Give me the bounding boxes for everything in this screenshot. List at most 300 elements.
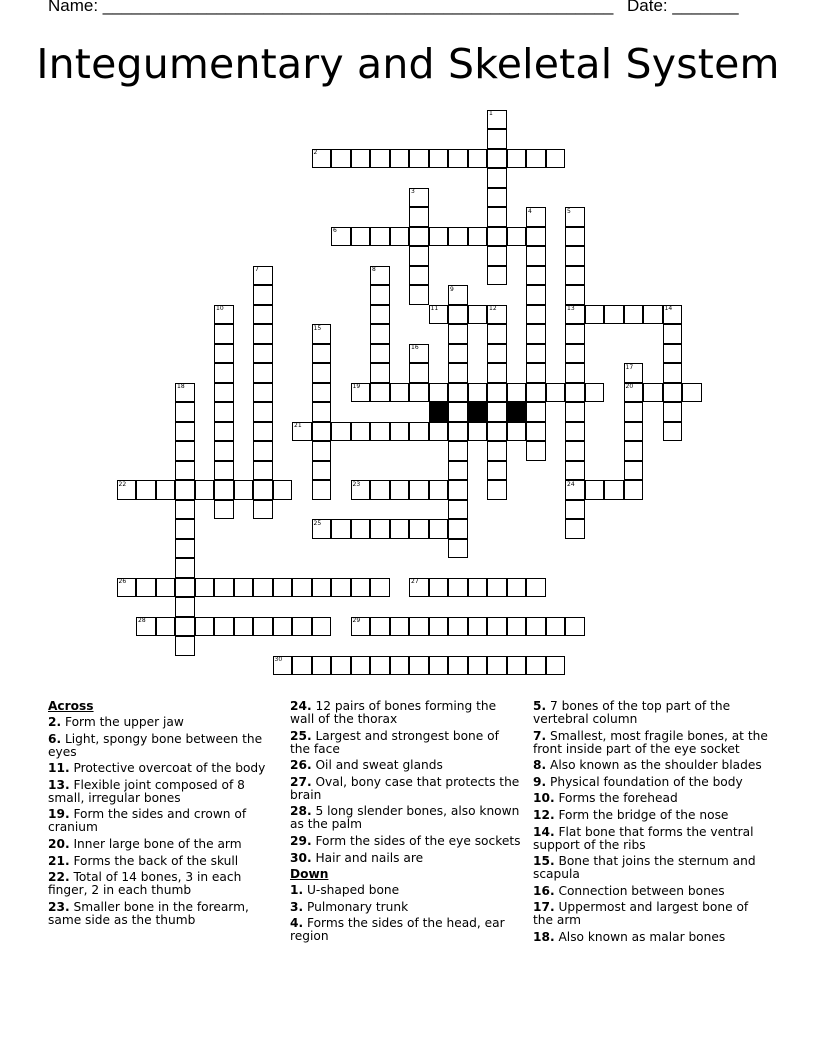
cell-number: 19 [352, 383, 361, 390]
grid-cell[interactable] [663, 383, 683, 403]
clue-text: Flat bone that forms the ventral support of the ribs [533, 824, 754, 852]
grid-cell[interactable] [253, 461, 273, 481]
clue-text: Forms the sides of the head, ear region [290, 916, 505, 944]
grid-cell[interactable] [663, 324, 683, 344]
grid-cell[interactable] [370, 324, 390, 344]
grid-cell[interactable] [429, 617, 449, 637]
grid-cell[interactable] [487, 578, 507, 598]
grid-cell[interactable] [409, 266, 429, 286]
grid-cell[interactable] [448, 441, 468, 461]
down-heading: Down [290, 867, 329, 882]
grid-cell[interactable] [253, 402, 273, 422]
grid-cell[interactable] [409, 617, 429, 637]
clue-item [48, 871, 280, 897]
grid-cell[interactable] [565, 500, 585, 520]
grid-cell[interactable] [526, 227, 546, 247]
clue-text: Flexible joint composed of 8 small, irregular bones [48, 777, 245, 805]
grid-cell[interactable] [565, 402, 585, 422]
grid-cell[interactable] [136, 480, 156, 500]
grid-cell[interactable] [448, 461, 468, 481]
clue-item [290, 901, 522, 914]
grid-cell[interactable] [546, 617, 566, 637]
clue-item [533, 931, 769, 944]
grid-cell[interactable] [429, 227, 449, 247]
clue-number: 12. [533, 807, 555, 822]
grid-cell[interactable] [487, 168, 507, 188]
grid-cell[interactable] [312, 344, 332, 364]
grid-cell[interactable] [526, 266, 546, 286]
grid-cell[interactable] [565, 324, 585, 344]
grid-cell[interactable] [546, 149, 566, 169]
clue-item [48, 855, 280, 868]
grid-cell[interactable] [526, 656, 546, 676]
grid-cell[interactable] [468, 617, 488, 637]
grid-cell[interactable] [468, 149, 488, 169]
grid-cell[interactable] [448, 363, 468, 383]
grid-cell[interactable] [526, 324, 546, 344]
across-clue-list-continued [290, 700, 522, 865]
grid-cell[interactable] [175, 461, 195, 481]
clue-number: 5. [533, 699, 547, 713]
grid-cell[interactable] [487, 324, 507, 344]
grid-cell[interactable] [175, 617, 195, 637]
grid-cell[interactable] [448, 422, 468, 442]
grid-cell[interactable] [370, 344, 390, 364]
grid-cell[interactable] [273, 578, 293, 598]
clue-text: Oil and sweat glands [311, 758, 443, 773]
grid-cell[interactable] [448, 578, 468, 598]
grid-cell[interactable] [195, 617, 215, 637]
grid-cell[interactable] [487, 441, 507, 461]
grid-cell[interactable] [604, 305, 624, 325]
grid-cell[interactable] [409, 422, 429, 442]
grid-cell[interactable] [409, 207, 429, 227]
grid-cell[interactable] [390, 227, 410, 247]
grid-cell[interactable] [526, 578, 546, 598]
grid-cell[interactable] [253, 500, 273, 520]
across-heading: Across [48, 699, 94, 713]
clue-text: 5 long slender bones, also known as the palm [290, 804, 520, 832]
grid-cell[interactable] [214, 383, 234, 403]
grid-cell[interactable] [253, 617, 273, 637]
grid-cell[interactable] [624, 402, 644, 422]
clue-number: 18. [533, 929, 555, 944]
cell-number: 25 [313, 519, 322, 527]
grid-cell[interactable] [409, 480, 429, 500]
grid-cell[interactable] [175, 558, 195, 578]
cell-number: 17 [625, 363, 634, 371]
cell-number: 21 [294, 422, 302, 429]
grid-cell[interactable] [604, 480, 624, 500]
grid-cell[interactable] [565, 246, 585, 266]
grid-cell[interactable] [214, 422, 234, 442]
grid-cell[interactable] [253, 383, 273, 403]
grid-cell[interactable] [156, 480, 176, 500]
grid-cell[interactable] [312, 578, 332, 598]
cell-number: 15 [313, 324, 322, 332]
grid-cell[interactable] [565, 383, 585, 403]
clue-text: Light, spongy bone between the eyes [48, 731, 263, 759]
grid-cell[interactable] [487, 149, 507, 169]
grid-cell[interactable] [663, 363, 683, 383]
grid-cell[interactable] [409, 246, 429, 266]
grid-cell[interactable] [409, 149, 429, 169]
grid-cell[interactable] [370, 480, 390, 500]
grid-cell[interactable] [331, 578, 351, 598]
grid-cell[interactable] [487, 129, 507, 149]
grid-cell[interactable] [351, 519, 371, 539]
grid-cell[interactable] [312, 363, 332, 383]
grid-cell[interactable] [370, 656, 390, 676]
grid-cell[interactable] [487, 461, 507, 481]
grid-cell[interactable] [234, 578, 254, 598]
grid-cell[interactable] [526, 285, 546, 305]
cell-number: 11 [430, 305, 439, 312]
grid-cell[interactable] [292, 578, 312, 598]
grid-cell[interactable] [156, 578, 176, 598]
grid-cell[interactable] [214, 402, 234, 422]
grid-cell[interactable] [526, 149, 546, 169]
grid-cell[interactable] [682, 383, 702, 403]
grid-cell[interactable] [526, 617, 546, 637]
grid-cell[interactable] [487, 656, 507, 676]
grid-cell[interactable] [351, 227, 371, 247]
grid-cell[interactable] [253, 324, 273, 344]
grid-cell[interactable] [390, 149, 410, 169]
clue-number: 6. [48, 731, 62, 746]
grid-cell[interactable] [507, 656, 527, 676]
grid-cell[interactable] [487, 344, 507, 364]
grid-cell[interactable] [370, 363, 390, 383]
clue-text: Smaller bone in the forearm, same side as the thumb [48, 899, 249, 927]
blocked-cell [429, 402, 449, 422]
grid-cell[interactable] [214, 500, 234, 520]
grid-cell[interactable] [253, 305, 273, 325]
cell-number: 10 [216, 305, 224, 312]
grid-cell[interactable] [624, 461, 644, 481]
grid-cell[interactable] [487, 617, 507, 637]
grid-cell[interactable] [312, 461, 332, 481]
grid-cell[interactable] [390, 617, 410, 637]
grid-cell[interactable] [409, 519, 429, 539]
grid-cell[interactable] [331, 656, 351, 676]
grid-cell[interactable] [448, 149, 468, 169]
grid-cell[interactable] [312, 480, 332, 500]
grid-cell[interactable] [526, 363, 546, 383]
grid-cell[interactable] [175, 402, 195, 422]
clue-item [533, 759, 769, 772]
grid-cell[interactable] [370, 305, 390, 325]
grid-cell[interactable] [351, 149, 371, 169]
clue-item [533, 855, 769, 881]
grid-cell[interactable] [214, 578, 234, 598]
grid-cell[interactable] [390, 383, 410, 403]
grid-cell[interactable] [390, 656, 410, 676]
grid-cell[interactable] [234, 617, 254, 637]
cell-number: 16 [411, 344, 419, 351]
grid-cell[interactable] [526, 344, 546, 364]
grid-cell[interactable] [507, 578, 527, 598]
clue-text: Also known as malar bones [554, 929, 726, 944]
grid-cell[interactable] [195, 480, 215, 500]
grid-cell[interactable] [214, 461, 234, 481]
cell-number: 20 [625, 383, 634, 390]
grid-cell[interactable] [448, 305, 468, 325]
grid-cell[interactable] [487, 207, 507, 227]
clue-item [533, 901, 769, 927]
grid-cell[interactable] [565, 422, 585, 442]
clue-text: Hair and nails are [311, 850, 424, 865]
grid-cell[interactable] [214, 480, 234, 500]
grid-cell[interactable] [214, 344, 234, 364]
grid-cell[interactable] [585, 383, 605, 403]
grid-cell[interactable] [565, 461, 585, 481]
grid-cell[interactable] [643, 383, 663, 403]
grid-cell[interactable] [448, 383, 468, 403]
grid-cell[interactable] [429, 383, 449, 403]
grid-cell[interactable] [565, 617, 585, 637]
grid-cell[interactable] [507, 383, 527, 403]
grid-cell[interactable] [468, 422, 488, 442]
grid-cell[interactable] [487, 188, 507, 208]
grid-cell[interactable] [507, 149, 527, 169]
grid-cell[interactable] [507, 422, 527, 442]
grid-cell[interactable] [253, 422, 273, 442]
clue-number: 27. [290, 774, 312, 789]
grid-cell[interactable] [624, 305, 644, 325]
grid-cell[interactable] [507, 227, 527, 247]
grid-cell[interactable] [409, 656, 429, 676]
clue-number: 21. [48, 853, 70, 868]
cell-number: 4 [528, 207, 532, 215]
grid-cell[interactable] [214, 363, 234, 383]
grid-cell[interactable] [448, 656, 468, 676]
grid-cell[interactable] [351, 656, 371, 676]
grid-cell[interactable] [624, 441, 644, 461]
grid-cell[interactable] [370, 149, 390, 169]
grid-cell[interactable] [468, 383, 488, 403]
grid-cell[interactable] [195, 578, 215, 598]
cell-number: 2 [313, 149, 318, 156]
grid-cell[interactable] [429, 422, 449, 442]
grid-cell[interactable] [175, 597, 195, 617]
grid-cell[interactable] [175, 422, 195, 442]
grid-cell[interactable] [448, 500, 468, 520]
grid-cell[interactable] [624, 480, 644, 500]
grid-cell[interactable] [565, 519, 585, 539]
grid-cell[interactable] [253, 578, 273, 598]
grid-cell[interactable] [448, 227, 468, 247]
clue-text: Protective overcoat of the body [69, 761, 266, 776]
clue-item [533, 700, 769, 726]
grid-cell[interactable] [487, 480, 507, 500]
grid-cell[interactable] [175, 636, 195, 656]
grid-cell[interactable] [234, 480, 254, 500]
grid-cell[interactable] [468, 227, 488, 247]
grid-cell[interactable] [214, 324, 234, 344]
grid-cell[interactable] [487, 422, 507, 442]
grid-cell[interactable] [390, 519, 410, 539]
grid-cell[interactable] [253, 344, 273, 364]
grid-cell[interactable] [487, 363, 507, 383]
cell-number: 24 [567, 480, 575, 488]
grid-cell[interactable] [136, 578, 156, 598]
grid-cell[interactable] [448, 617, 468, 637]
grid-cell[interactable] [448, 324, 468, 344]
clue-number: 4. [290, 916, 304, 931]
grid-cell[interactable] [175, 578, 195, 598]
down-clue-list-continued [533, 700, 769, 944]
grid-cell[interactable] [429, 480, 449, 500]
grid-cell[interactable] [351, 578, 371, 598]
grid-cell[interactable] [585, 305, 605, 325]
grid-cell[interactable] [390, 422, 410, 442]
clue-text: Form the sides and crown of cranium [48, 807, 247, 835]
clue-item [290, 730, 522, 756]
grid-cell[interactable] [643, 305, 663, 325]
clue-item [533, 885, 769, 898]
clue-item [48, 733, 280, 759]
grid-cell[interactable] [253, 480, 273, 500]
clue-text: Pulmonary trunk [303, 899, 409, 914]
grid-cell[interactable] [370, 617, 390, 637]
clue-number: 16. [533, 883, 555, 898]
grid-cell[interactable] [663, 422, 683, 442]
grid-cell[interactable] [312, 617, 332, 637]
clue-number: 30. [290, 850, 312, 865]
grid-cell[interactable] [526, 246, 546, 266]
grid-cell[interactable] [487, 402, 507, 422]
grid-cell[interactable] [292, 617, 312, 637]
grid-cell[interactable] [331, 149, 351, 169]
grid-cell[interactable] [448, 519, 468, 539]
grid-cell[interactable] [487, 227, 507, 247]
grid-cell[interactable] [370, 578, 390, 598]
clue-item [48, 838, 280, 851]
clue-item [290, 852, 522, 865]
clue-number: 25. [290, 728, 312, 743]
grid-cell[interactable] [409, 285, 429, 305]
grid-cell[interactable] [312, 402, 332, 422]
grid-cell[interactable] [565, 441, 585, 461]
grid-cell[interactable] [273, 480, 293, 500]
grid-cell[interactable] [175, 539, 195, 559]
grid-cell[interactable] [546, 656, 566, 676]
grid-cell[interactable] [624, 422, 644, 442]
grid-cell[interactable] [429, 656, 449, 676]
grid-cell[interactable] [429, 149, 449, 169]
cell-number: 12 [489, 305, 497, 312]
grid-cell[interactable] [351, 422, 371, 442]
grid-cell[interactable] [292, 656, 312, 676]
clue-item [48, 762, 280, 775]
clue-number: 14. [533, 824, 555, 839]
grid-cell[interactable] [370, 383, 390, 403]
clue-text: Form the sides of the eye sockets [311, 833, 521, 848]
grid-cell[interactable] [487, 266, 507, 286]
grid-cell[interactable] [273, 617, 293, 637]
clue-item [290, 884, 522, 897]
cell-number: 18 [177, 383, 185, 390]
clue-number: 28. [290, 804, 312, 819]
grid-cell[interactable] [526, 305, 546, 325]
grid-cell[interactable] [409, 363, 429, 383]
grid-cell[interactable] [585, 480, 605, 500]
grid-cell[interactable] [448, 480, 468, 500]
grid-cell[interactable] [565, 344, 585, 364]
grid-cell[interactable] [175, 441, 195, 461]
grid-cell[interactable] [253, 285, 273, 305]
grid-cell[interactable] [175, 480, 195, 500]
grid-cell[interactable] [487, 246, 507, 266]
clue-number: 19. [48, 807, 70, 822]
grid-cell[interactable] [448, 539, 468, 559]
clue-number: 29. [290, 833, 312, 848]
grid-cell[interactable] [468, 578, 488, 598]
grid-cell[interactable] [253, 441, 273, 461]
grid-cell[interactable] [448, 402, 468, 422]
grid-cell[interactable] [448, 344, 468, 364]
grid-cell[interactable] [370, 285, 390, 305]
clue-text: Forms the forehead [554, 791, 678, 806]
clue-text: Smallest, most fragile bones, at the front inside part of the eye socket [533, 728, 768, 756]
grid-cell[interactable] [370, 422, 390, 442]
grid-cell[interactable] [526, 422, 546, 442]
grid-cell[interactable] [370, 227, 390, 247]
grid-cell[interactable] [390, 480, 410, 500]
grid-cell[interactable] [565, 266, 585, 286]
grid-cell[interactable] [468, 656, 488, 676]
grid-cell[interactable] [663, 344, 683, 364]
grid-cell[interactable] [468, 305, 488, 325]
grid-cell[interactable] [429, 578, 449, 598]
grid-cell[interactable] [409, 383, 429, 403]
grid-cell[interactable] [253, 363, 273, 383]
grid-cell[interactable] [526, 383, 546, 403]
grid-cell[interactable] [370, 519, 390, 539]
grid-cell[interactable] [429, 519, 449, 539]
grid-cell[interactable] [156, 617, 176, 637]
grid-cell[interactable] [214, 617, 234, 637]
grid-cell[interactable] [312, 656, 332, 676]
grid-cell[interactable] [175, 519, 195, 539]
grid-cell[interactable] [331, 422, 351, 442]
grid-cell[interactable] [565, 285, 585, 305]
grid-cell[interactable] [331, 519, 351, 539]
grid-cell[interactable] [565, 227, 585, 247]
grid-cell[interactable] [312, 422, 332, 442]
grid-cell[interactable] [214, 441, 234, 461]
grid-cell[interactable] [312, 383, 332, 403]
grid-cell[interactable] [487, 383, 507, 403]
clue-text: Total of 14 bones, 3 in each finger, 2 in each thumb [48, 870, 242, 898]
clue-text: Also known as the shoulder blades [546, 758, 762, 773]
grid-cell[interactable] [312, 441, 332, 461]
clue-item [48, 716, 280, 729]
clue-number: 15. [533, 854, 555, 869]
grid-cell[interactable] [565, 363, 585, 383]
grid-cell[interactable] [507, 617, 527, 637]
cell-number: 23 [352, 480, 361, 488]
grid-cell[interactable] [663, 402, 683, 422]
grid-cell[interactable] [175, 500, 195, 520]
grid-cell[interactable] [526, 441, 546, 461]
grid-cell[interactable] [546, 383, 566, 403]
clue-text: Oval, bony case that protects the brain [290, 774, 520, 802]
grid-cell[interactable] [526, 402, 546, 422]
clue-item [290, 776, 522, 802]
grid-cell[interactable] [409, 227, 429, 247]
